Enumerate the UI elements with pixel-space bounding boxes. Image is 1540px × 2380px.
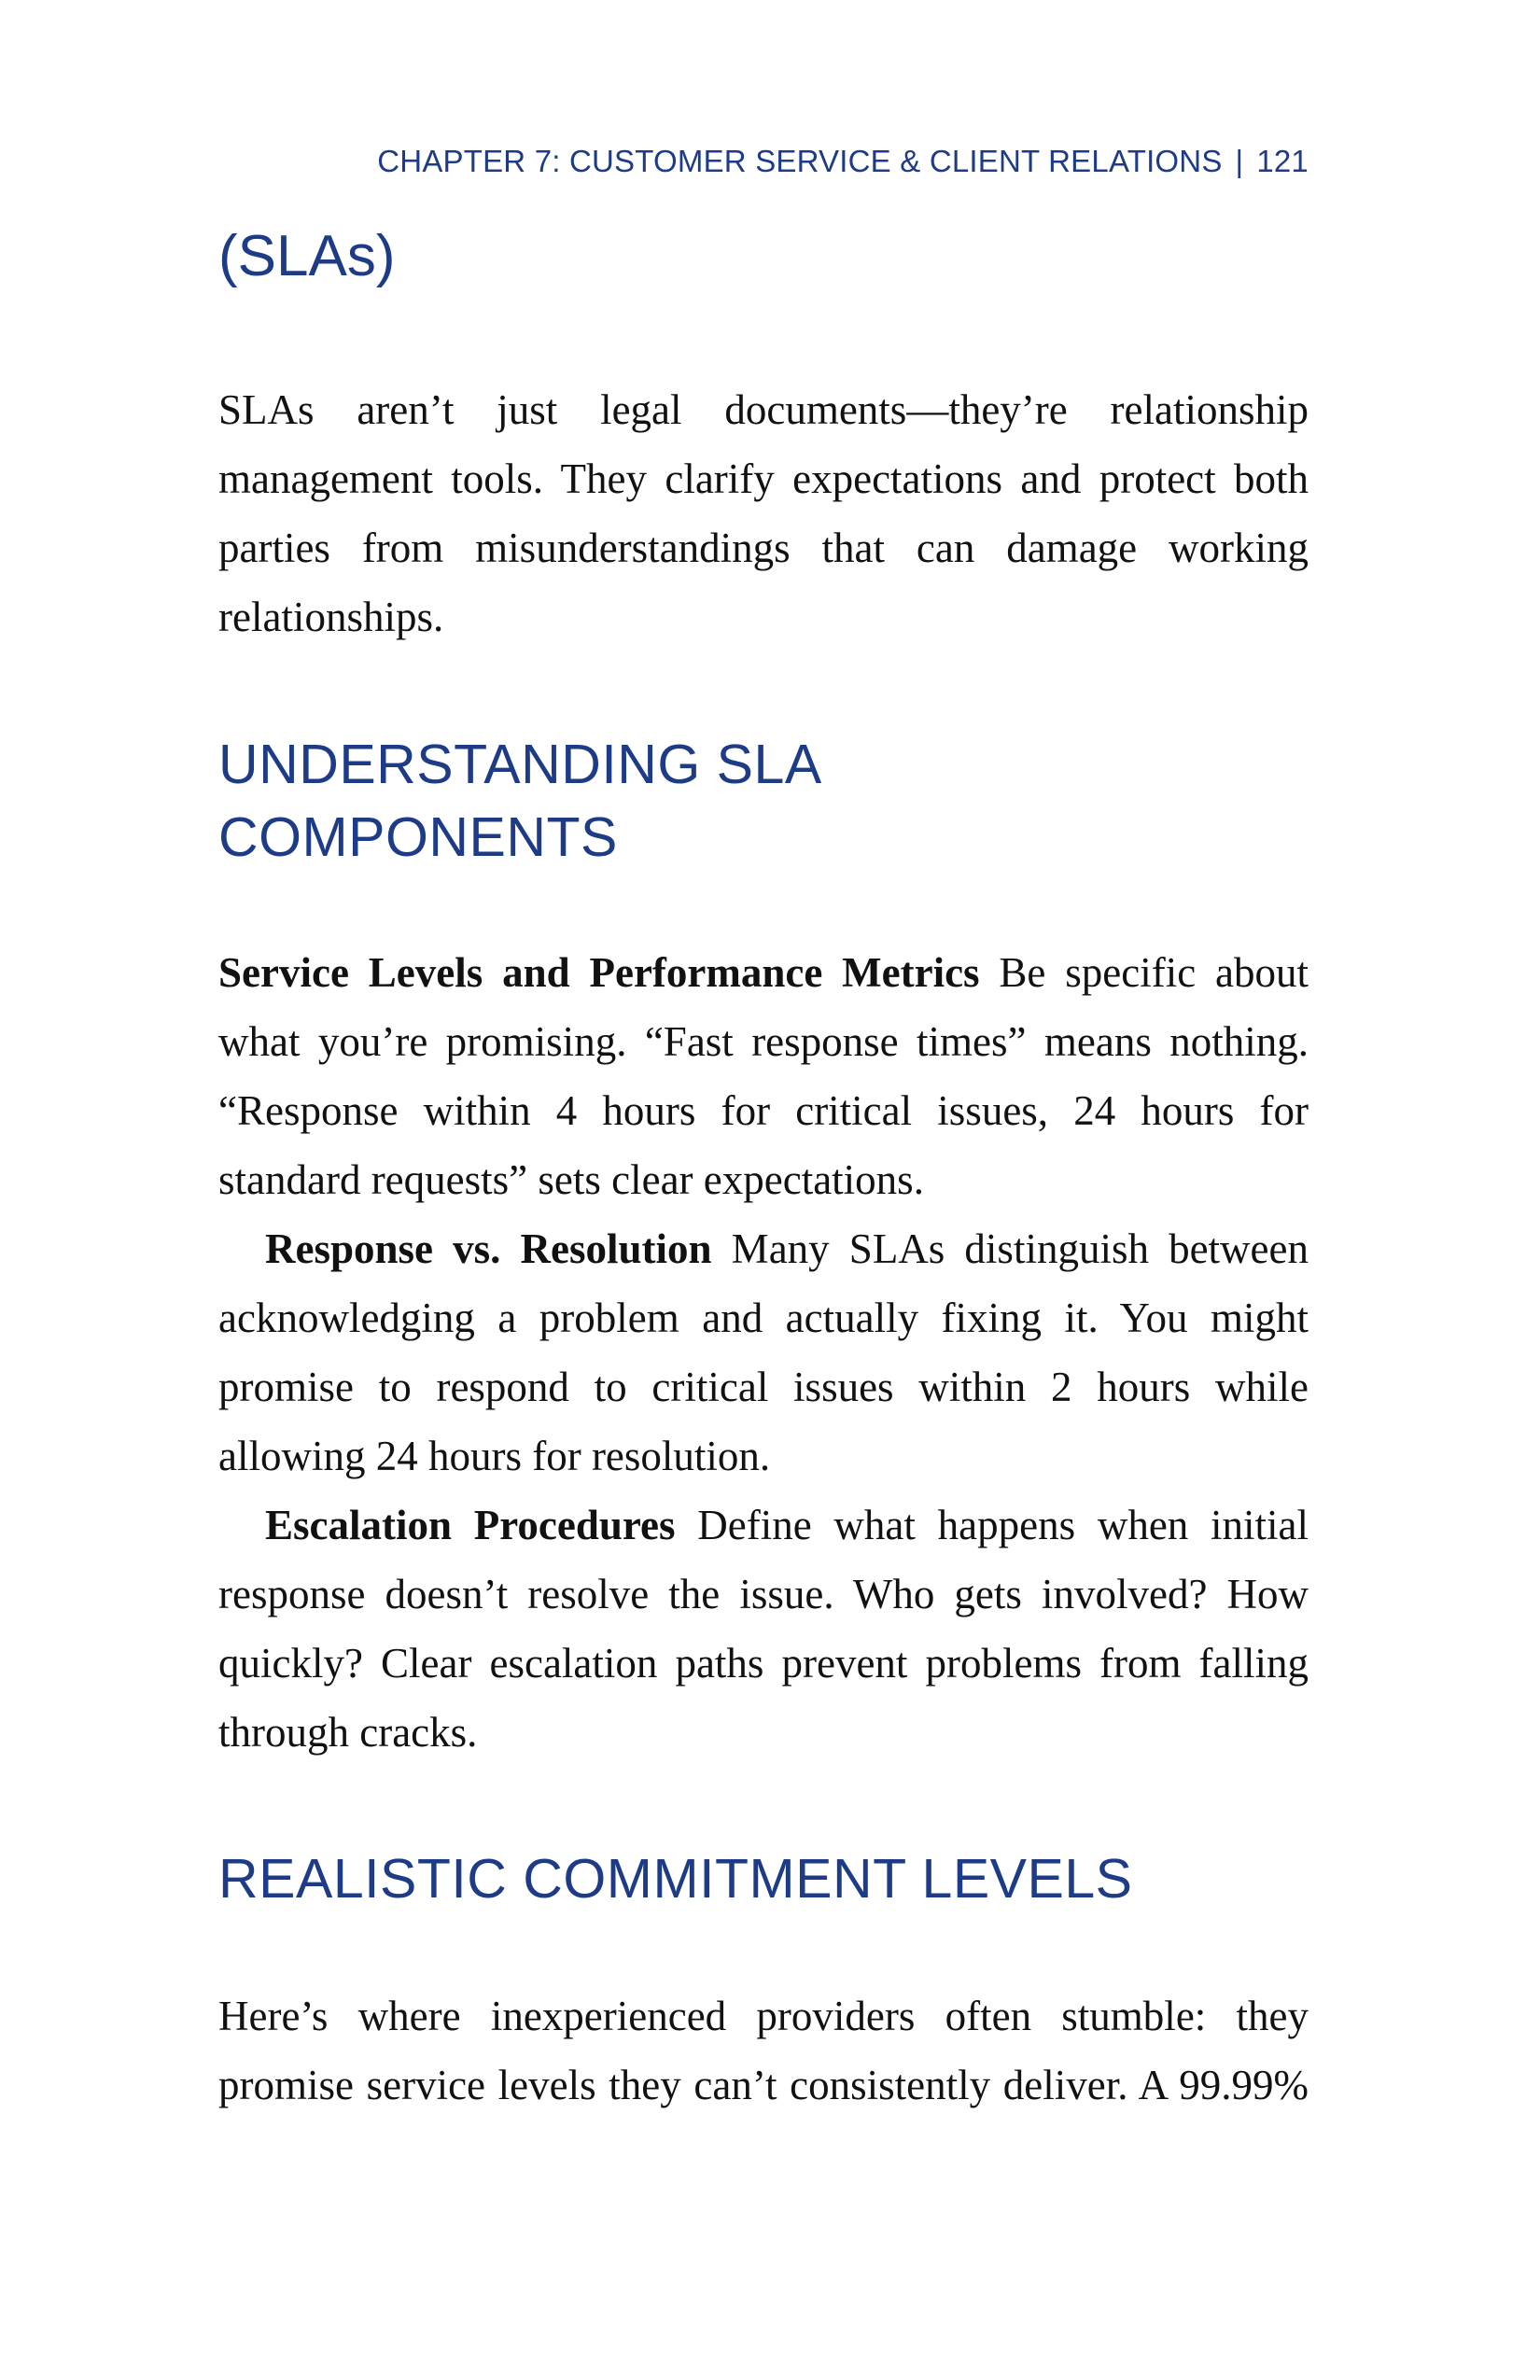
paragraph-escalation-procedures (218, 1491, 1309, 1767)
section-heading-sla-components (218, 728, 822, 874)
running-head (218, 144, 1309, 179)
running-head-separator: | (1235, 144, 1244, 178)
section-heading-line-2: COMPONENTS (218, 806, 618, 868)
page-number: 121 (1256, 144, 1309, 178)
section-heading-realistic-commitment: REALISTIC COMMITMENT LEVELS (218, 1848, 1133, 1910)
intro-paragraph: SLAs aren’t just legal documents—they’re relationship management tools. They clarify expectations and protect both parties from misunderstandings that can damage working relationships. (218, 386, 1309, 640)
chapter-title-continuation: (SLAs) (218, 224, 396, 288)
paragraph-text-response-vs-resolution: Many SLAs distinguish between acknowledging a problem and actually fixing it. You might promise to respond to critical issues within 2 hours while allowing 24 hours for resolution. (218, 1225, 1309, 1479)
running-head-chapter: CHAPTER 7: CUSTOMER SERVICE & CLIENT RELATIONS (377, 144, 1223, 178)
paragraph-realistic-commitment: Here’s where inexperienced providers often stumble: they promise service levels they can’t consistently deliver. A 99.99% (218, 1993, 1309, 2108)
section-heading-line-1: UNDERSTANDING SLA (218, 734, 822, 795)
paragraph-text-service-levels: Be specific about what you’re promising. “Fast response times” means nothing. “Response within 4 hours for critical issues, 24 hours for standard requests” sets clear expectations. (218, 949, 1309, 1203)
run-in-heading-service-levels: Service Levels and Performance Metrics (218, 949, 980, 996)
run-in-heading-escalation-procedures: Escalation Procedures (265, 1502, 676, 1548)
paragraph-text-escalation-procedures: Define what happens when initial response doesn’t resolve the issue. Who gets involved? How quickly? Clear escalation paths prevent problems from falling through cracks. (218, 1502, 1309, 1756)
paragraph-response-vs-resolution (218, 1214, 1309, 1491)
paragraph-service-levels (218, 938, 1309, 1214)
run-in-heading-response-vs-resolution: Response vs. Resolution (265, 1225, 712, 1272)
